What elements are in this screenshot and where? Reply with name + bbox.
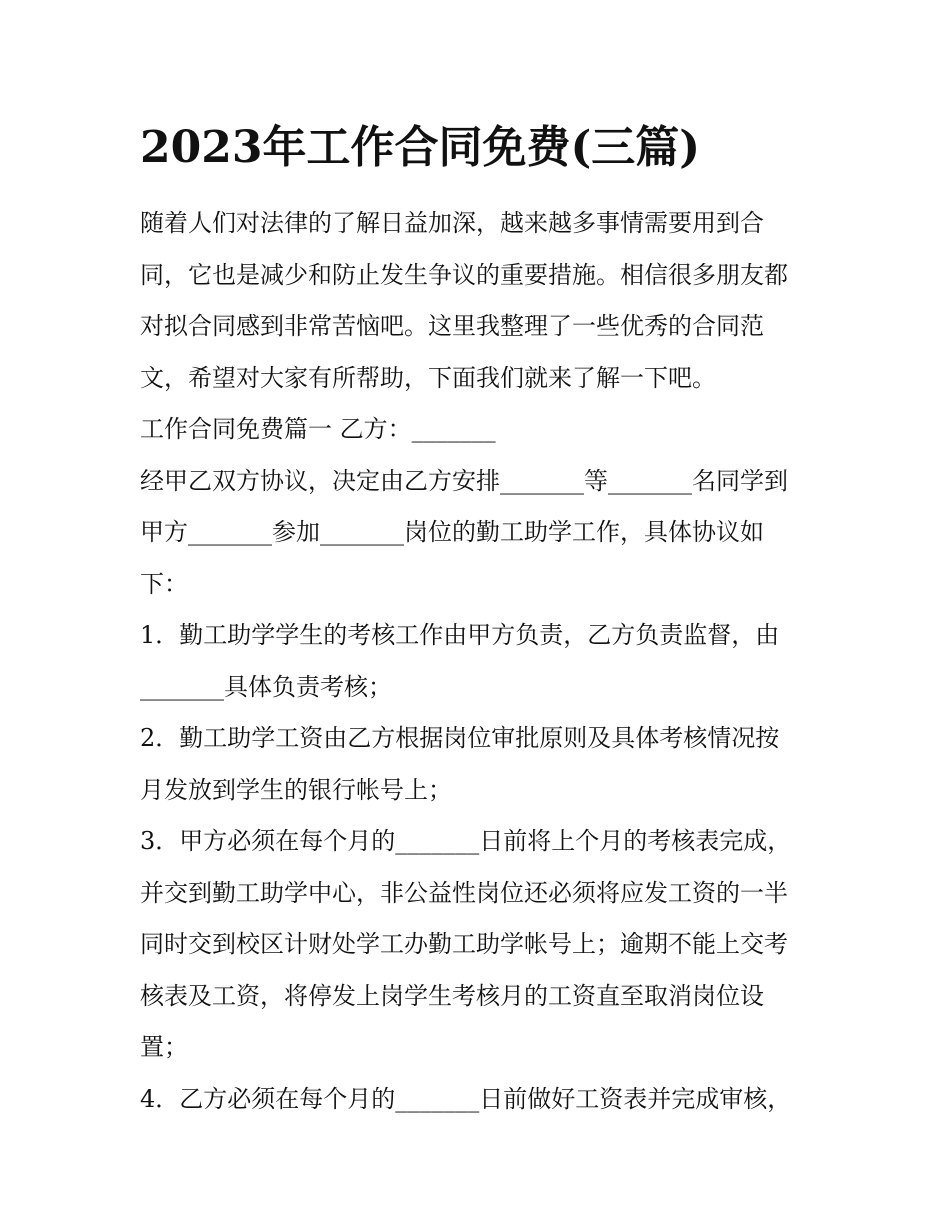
document-title: 2023年工作合同免费(三篇) <box>140 122 701 173</box>
body-line: 置； <box>140 1033 188 1061</box>
body-line: _______具体负责考核； <box>140 672 392 701</box>
body-line: 同，它也是减少和防止发生争议的重要措施。相信很多朋友都 <box>140 260 788 289</box>
body-line: 甲方_______参加_______岗位的勤工助学工作，具体协议如 <box>140 518 764 546</box>
body-line: 下： <box>140 569 188 598</box>
body-line: 同时交到校区计财处学工办勤工助学帐号上；逾期不能上交考 <box>140 930 788 958</box>
body-line: 对拟合同感到非常苦恼吧。这里我整理了一些优秀的合同范 <box>140 312 764 340</box>
body-line: 随着人们对法律的了解日益加深，越来越多事情需要用到合 <box>140 209 764 237</box>
clause-2: 2．勤工助学工资由乙方根据岗位审批原则及具体考核情况按 <box>140 724 780 752</box>
clause-3: 3．甲方必须在每个月的_______日前将上个月的考核表完成， <box>140 827 792 855</box>
clause-1: 1．勤工助学学生的考核工作由甲方负责，乙方负责监督，由 <box>140 621 780 649</box>
document-body <box>140 198 830 1125</box>
body-line: 经甲乙双方协议，决定由乙方安排_______等_______名同学到 <box>140 466 788 495</box>
body-line: 并交到勤工助学中心，非公益性岗位还必须将应发工资的一半 <box>140 878 788 907</box>
body-line: 核表及工资，将停发上岗学生考核月的工资直至取消岗位设 <box>140 981 764 1010</box>
body-line: 月发放到学生的银行帐号上； <box>140 775 452 804</box>
body-line: 文，希望对大家有所帮助，下面我们就来了解一下吧。 <box>140 363 716 392</box>
clause-4: 4．乙方必须在每个月的_______日前做好工资表并完成审核， <box>140 1084 792 1113</box>
section-heading: 工作合同免费篇一 乙方：_______ <box>140 415 496 443</box>
